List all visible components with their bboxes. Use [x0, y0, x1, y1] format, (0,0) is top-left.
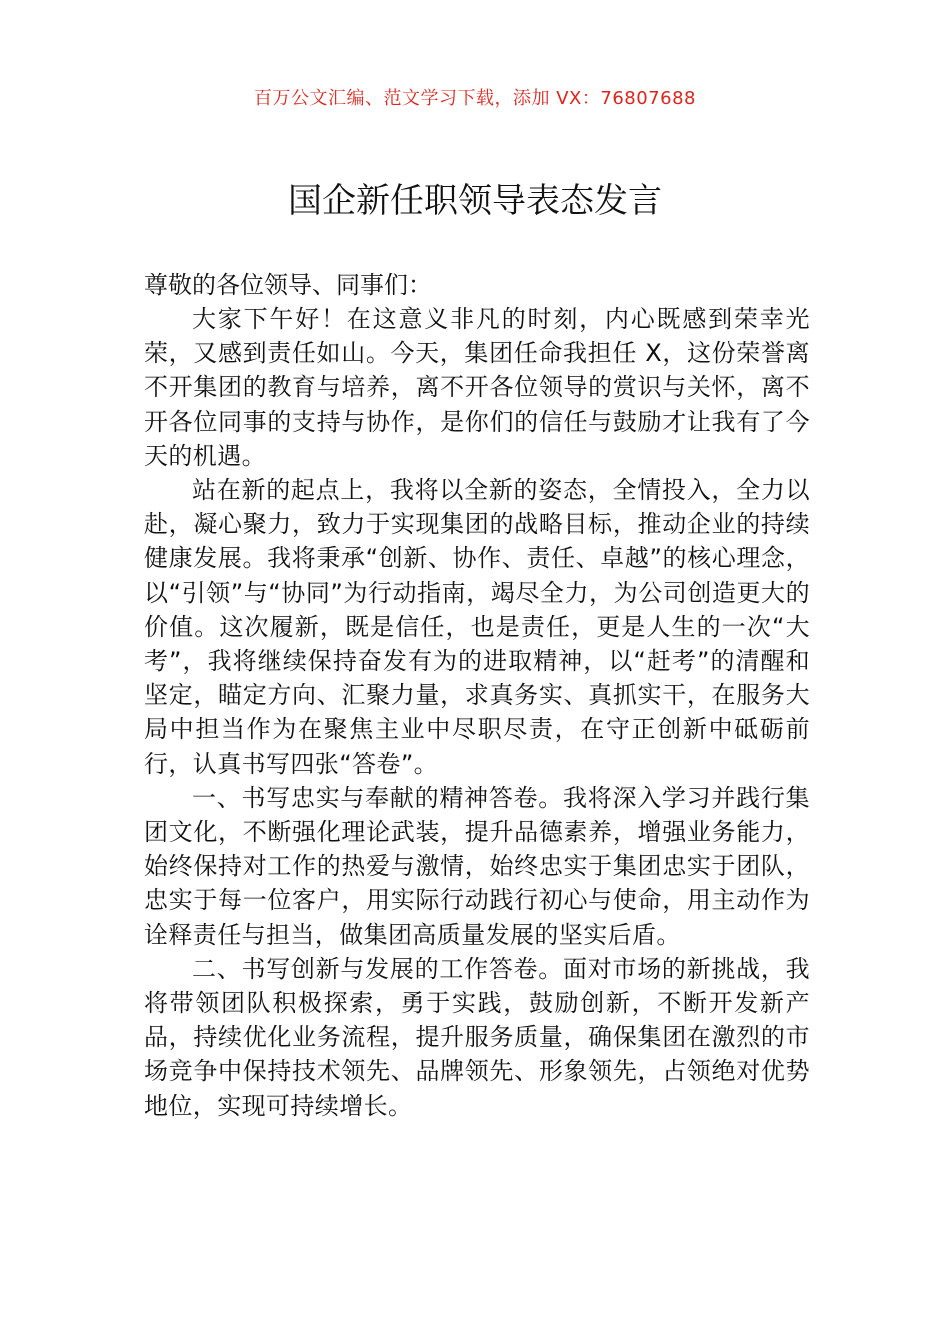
document-title: 国企新任职领导表态发言: [288, 181, 662, 221]
header-note: 百万公文汇编、范文学习下载，添加 VX：76807688: [254, 88, 696, 109]
paragraph-point-one: 一、书写忠实与奉献的精神答卷。我将深入学习并践行集团文化，不断强化理论武装，提升品德素养，增强业务能力，始终保持对工作的热爱与激情，始终忠实于集团忠实于团队，忠实于每一位客户，用实际行动践行初心与使命，用主动作为诠释责任与担当，做集团高质量发展的坚实后盾。: [144, 783, 810, 949]
paragraph-commitment: 站在新的起点上，我将以全新的姿态，全情投入，全力以赴，凝心聚力，致力于实现集团的战略目标，推动企业的持续健康发展。我将秉承“创新、协作、责任、卓越”的核心理念，以“引领”与“协同”为行动指南，竭尽全力，为公司创造更大的价值。这次履新，既是信任，也是责任，更是人生的一次“大考”，我将继续保持奋发有为的进取精神，以“赶考”的清醒和坚定，瞄定方向、汇聚力量，求真务实、真抓实干，在服务大局中担当作为在聚焦主业中尽职尽责，在守正创新中砥砺前行，认真书写四张“答卷”。: [144, 476, 810, 778]
paragraph-greeting: 大家下午好！在这意义非凡的时刻，内心既感到荣幸光荣，又感到责任如山。今天，集团任命我担任 X，这份荣誉离不开集团的教育与培养，离不开各位领导的赏识与关怀，离不开各位同事的支持与协作，是你们的信任与鼓励才让我有了今天的机遇。: [144, 305, 810, 470]
paragraph-point-two: 二、书写创新与发展的工作答卷。面对市场的新挑战，我将带领团队积极探索，勇于实践，鼓励创新，不断开发新产品，持续优化业务流程，提升服务质量，确保集团在激烈的市场竞争中保持技术领先、品牌领先、形象领先，占领绝对优势地位，实现可持续增长。: [144, 954, 810, 1120]
document-body: [144, 268, 810, 1123]
salutation: 尊敬的各位领导、同事们：: [144, 271, 432, 299]
